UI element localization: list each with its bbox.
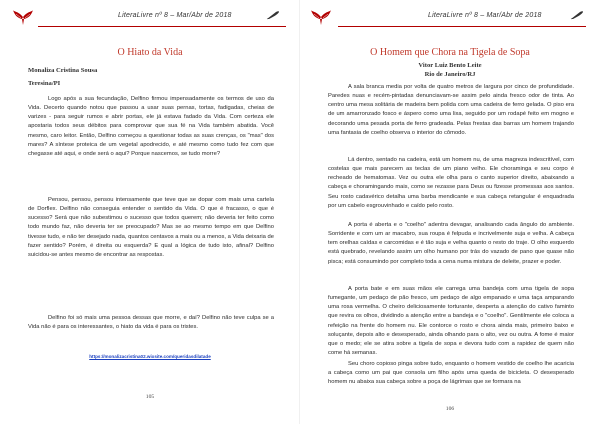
paragraph: A porta é aberta e o "coelho" adentra devagar, analisando cada ângulo do ambiente. Sorridente e com um ar macabro, sua roupa é felpuda e incrivelmente suja e velha. A cabeça tem orelhas caídas e carcomidas e é tão suja e velha quanto o resto do traje. O olho esquerdo está quebrado, revelando assim um olho humano por trás do vazado de pano que quase não pisca; está consumindo por completo toda a cena numa mistura de deleite, prazer e poder. — [328, 222, 574, 265]
right-page — [300, 0, 600, 424]
page-header — [308, 6, 590, 30]
paragraph: Pensou, pensou, pensou intensamente que teve que se dopar com mais uma cartela de Dorflex. Delfino não conseguia entender o sentido da Vida. O que é fracasso, o que é sucesso? Será que não subestimou o sucesso que todos querem; não deveria ter feito como todo mundo faz, não deveria ter se preocupado? Mas se ao mesmo tempo em que Delfino tivesse tudo, e não ter desejado nada, quantos centavos a mais ou a menos, a Vida deixaria de fazer sentido? Porém, é direita ou esquerda? E qual a lógica de tudo isto, afinal? Delfino suicidou-se antes mesmo de encontrar as respostas. — [28, 197, 274, 258]
author-location: Rio de Janeiro/RJ — [424, 71, 476, 78]
header-text: LiteraLivre nº 8 – Mar/Abr de 2018 — [118, 12, 232, 19]
page-header — [8, 6, 290, 30]
header-rule — [38, 26, 286, 27]
author-name: Monaliza Cristina Sousa — [28, 67, 98, 74]
header-text: LiteraLivre nº 8 – Mar/Abr de 2018 — [428, 12, 542, 19]
winged-bird-logo-icon — [310, 8, 332, 26]
story-title: O Hiato da Vida — [117, 47, 183, 58]
page-number: 105 — [145, 394, 155, 400]
header-rule — [338, 26, 586, 27]
page-number: 106 — [445, 406, 455, 412]
paragraph: Seu choro copioso pinga sobre tudo, enquanto o homem vestido de coelho lhe acaricia a cabeça como um pai que consola um filho após uma queda de bicicleta. O desesperado homem nu abaixa sua cabeça sobre a poça de lágrimas que se formara na — [328, 361, 574, 386]
paragraph: A porta bate e em suas mãos ele carrega uma bandeja com uma tigela de sopa fumegante, um pedaço de pão fresco, um pedaço de algo empanado e uma taça amparando uma rosa vermelha. O cheiro deliciosamente torturante, desperta a atenção do cativo faminto que revira os olhos, dividindo a atenção entre a bandeja e o "coelho". Gentilmente ele coloca a refeição na frente do homem nu. Ele contorce o rosto e chora ainda mais, primeiro baixo e soluçante, depois alto e desesperado, ainda olhando para o alto, vez ou outra. A fome é maior que o medo; ele se atira sobre a tigela de sopa e devora tudo com a rapidez de quem não come há semanas. — [328, 286, 574, 357]
story-title: O Homem que Chora na Tigela de Sopa — [370, 47, 530, 58]
author-website-link[interactable]: https://monalizacristina02.wixsite.com/queridasdilatade — [89, 354, 211, 359]
paragraph: Logo após a sua fecundação, Delfino firmou impensadamente os termos de uso da Vida. Decerto quando notou que passou a usar suas pernas, tortas, fadigadas, cheias de varizes - para seguir rumos e abrir portas, ele já estava fadado da Vida. Com certeza ele apostaria todos seus débitos para comprovar que sua fé na Vida também abatida. Você mesmo, caro leitor. Então, Delfino começou a questionar todas as suas crenças, os "mas" dos mares? A síntese proteica de um vegetal apodrecido, e até mesmo como tudo fez com que chegasse até aqui, e onde será o aqui? Porque nascemos, se tudo morre? — [28, 96, 274, 157]
quill-pen-icon — [570, 10, 584, 20]
author-name: Vitor Luiz Bento Leite — [418, 62, 482, 69]
author-location: Teresina/PI — [28, 80, 61, 87]
paragraph: A sala branca media por volta de quatro metros de largura por cinco de profundidade. Paredes nuas e recém-pintadas denunciavam-se assim pelo ainda fresco odor de tinta. Ao centro uma mesa solitária de madeira bem polida com uma cadeira de ferro gelada. O piso era de um amarronzado fosco e áspero como uma lixa, seguido por um rodapé feito em mogno e decorando uma pesada porta de ferro gradeada. Pelas frestas das barras um homem trajando uma fantasia de coelho observa o interior do cômodo. — [328, 84, 574, 136]
quill-pen-icon — [266, 10, 280, 20]
paragraph: Lá dentro, sentado na cadeira, está um homem nu, de uma magreza indescritível, com costelas que mais parecem as teclas de um piano velho. Ele choraminga e seu corpo é recheado de hematomas. Vez ou outra ele olha para o canto superior direito, abaixando a cabeça e choramingando mais, como se rezasse para Deus ou fizesse promessas aos santos. Seu rosto cadavérico detalha uma barba mendicante e sua cabeça retangular é enquadrada por um cabelo esgrouvinhado e caído pelo rosto. — [328, 157, 574, 209]
winged-bird-logo-icon — [12, 8, 34, 26]
paragraph: Delfino foi só mais uma pessoa dessas que morre, e daí? Delfino não teve culpa se a Vida não é para os interessantes, o hiato da vida é para os tristes. — [28, 315, 274, 331]
